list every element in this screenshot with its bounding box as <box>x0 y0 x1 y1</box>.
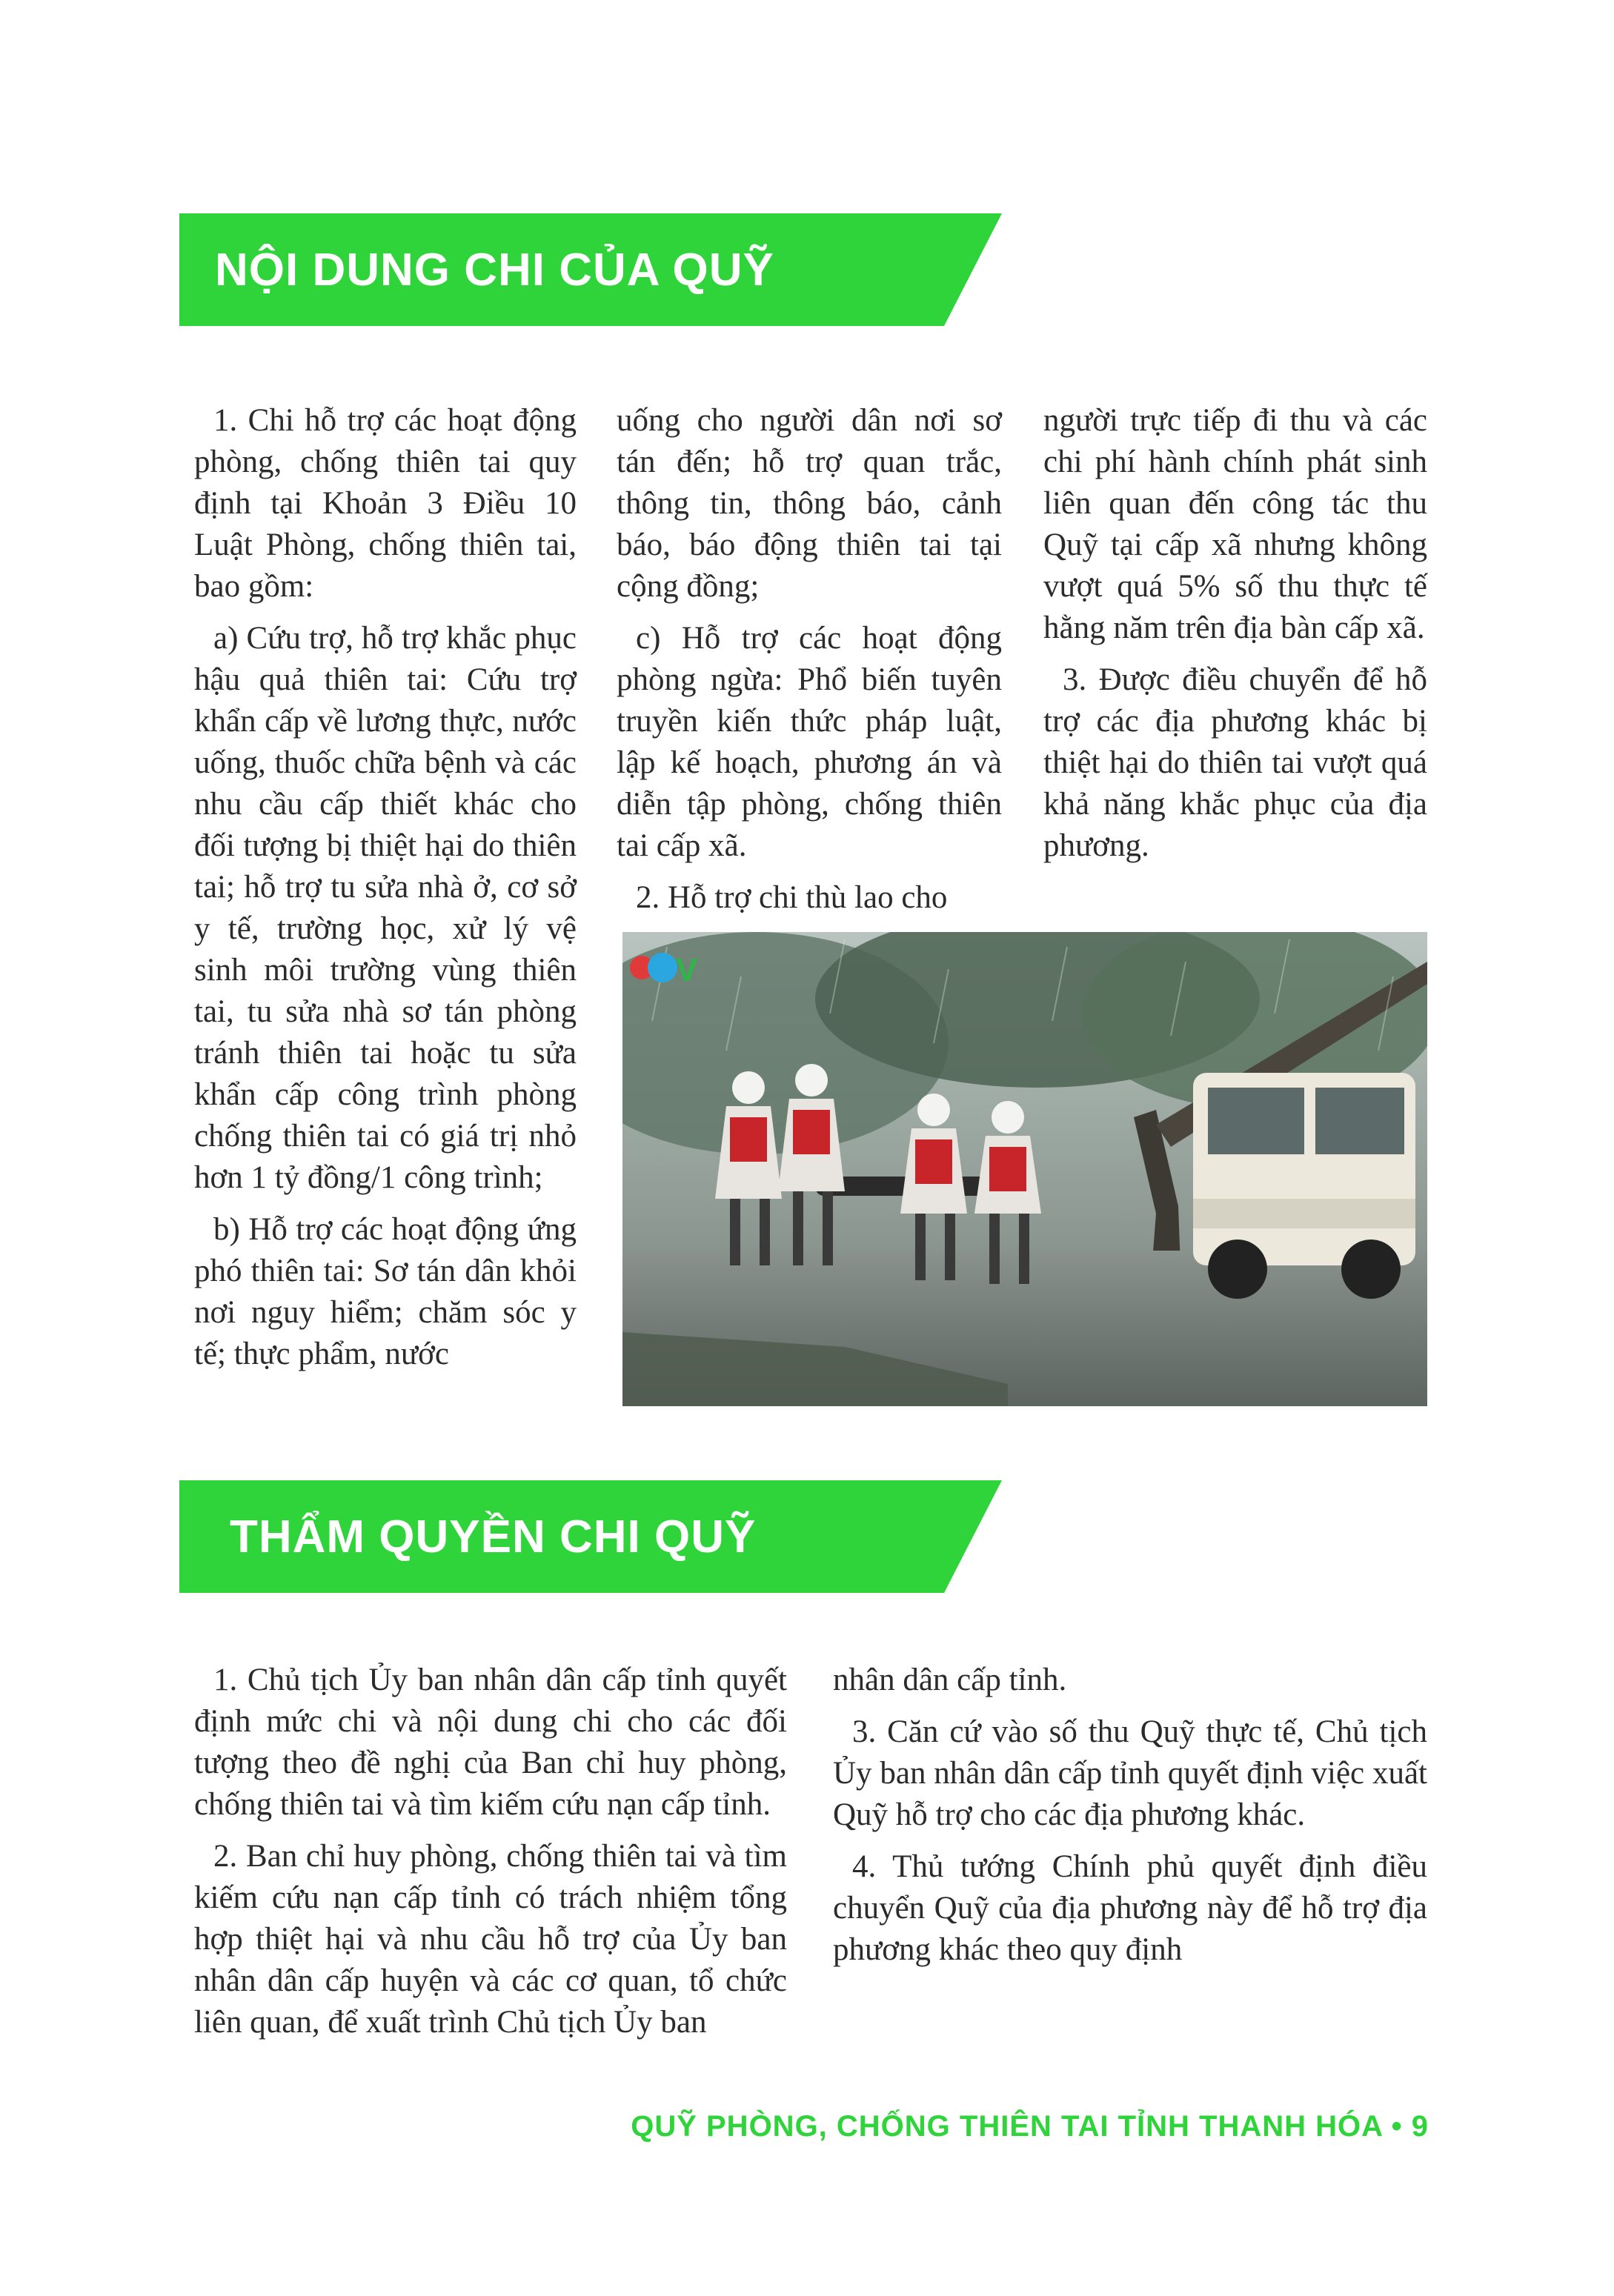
paragraph: 3. Căn cứ vào số thu Quỹ thực tế, Chủ tịch Ủy ban nhân dân cấp tỉnh quyết định việc xuất Quỹ hỗ trợ cho các địa phương khác. <box>833 1714 1427 1832</box>
section-banner-tham-quyen-chi <box>179 1480 1002 1593</box>
paragraph: 1. Chủ tịch Ủy ban nhân dân cấp tỉnh quyết định mức chi và nội dung chi cho các đối tượng theo đề nghị của Ban chỉ huy phòng, chống thiên tai và tìm kiếm cứu nạn cấp tỉnh. <box>194 1663 787 1822</box>
vov-logo-text: V <box>676 952 698 988</box>
paragraph: nhân dân cấp tỉnh. <box>833 1663 1067 1697</box>
paragraph: 3. Được điều chuyển để hỗ trợ các địa phương khác bị thiệt hại do thiên tai vượt quá khả năng khắc phục của địa phương. <box>1043 662 1427 863</box>
paragraph: 4. Thủ tướng Chính phủ quyết định điều chuyển Quỹ của địa phương này để hỗ trợ địa phương khác theo quy định <box>833 1849 1427 1967</box>
paragraph: 2. Hỗ trợ chi thù lao cho <box>636 880 948 915</box>
paragraph: 2. Ban chỉ huy phòng, chống thiên tai và tìm kiếm cứu nạn cấp tỉnh có trách nhiệm tổng hợp thiệt hại và nhu cầu hỗ trợ của Ủy ban nhân dân cấp huyện và các cơ quan, tổ chức liên quan, để xuất trình Chủ tịch Ủy ban <box>194 1839 787 2040</box>
section-title: THẨM QUYỀN CHI QUỸ <box>230 1511 757 1563</box>
column-2 <box>617 400 1002 929</box>
paragraph: b) Hỗ trợ các hoạt động ứng phó thiên tai: Sơ tán dân khỏi nơi nguy hiểm; chăm sóc y tế; thực phẩm, nước <box>194 1212 577 1371</box>
column-1 <box>194 400 577 1385</box>
column-2 <box>833 1660 1427 1981</box>
rescue-scene-illustration <box>622 932 1427 1406</box>
page-footer: QUỸ PHÒNG, CHỐNG THIÊN TAI TỈNH THANH HÓA • 9 <box>631 2110 1429 2143</box>
paragraph: a) Cứu trợ, hỗ trợ khắc phục hậu quả thiên tai: Cứu trợ khẩn cấp về lương thực, nước uống, thuốc chữa bệnh và các nhu cầu cấp thiết khác cho đối tượng bị thiệt hại do thiên tai; hỗ trợ tu sửa nhà ở, cơ sở y tế, trường học, xử lý vệ sinh môi trường vùng thiên tai, tu sửa nhà sơ tán phòng tránh thiên tai hoặc tu sửa khẩn cấp công trình phòng chống thiên tai có giá trị nhỏ hơn 1 tỷ đồng/1 công trình; <box>194 621 577 1195</box>
section-banner-noi-dung-chi <box>179 213 1002 326</box>
paragraph: c) Hỗ trợ các hoạt động phòng ngừa: Phổ biến tuyên truyền kiến thức pháp luật, lập kế hoạch, phương án và diễn tập phòng, chống thiên tai cấp xã. <box>617 621 1002 863</box>
column-3 <box>1043 400 1427 877</box>
paragraph: người trực tiếp đi thu và các chi phí hành chính phát sinh liên quan đến công tác thu Quỹ tại cấp xã nhưng không vượt quá 5% số thu thực tế hằng năm trên địa bàn cấp xã. <box>1043 403 1427 645</box>
rescue-photo <box>622 932 1427 1406</box>
section-title: NỘI DUNG CHI CỦA QUỸ <box>215 244 774 296</box>
paragraph: 1. Chi hỗ trợ các hoạt động phòng, chống thiên tai quy định tại Khoản 3 Điều 10 Luật Phòng, chống thiên tai, bao gồm: <box>194 403 577 604</box>
column-1 <box>194 1660 787 2054</box>
paragraph: uống cho người dân nơi sơ tán đến; hỗ trợ quan trắc, thông tin, thông báo, cảnh báo, báo động thiên tai tại cộng đồng; <box>617 403 1002 604</box>
